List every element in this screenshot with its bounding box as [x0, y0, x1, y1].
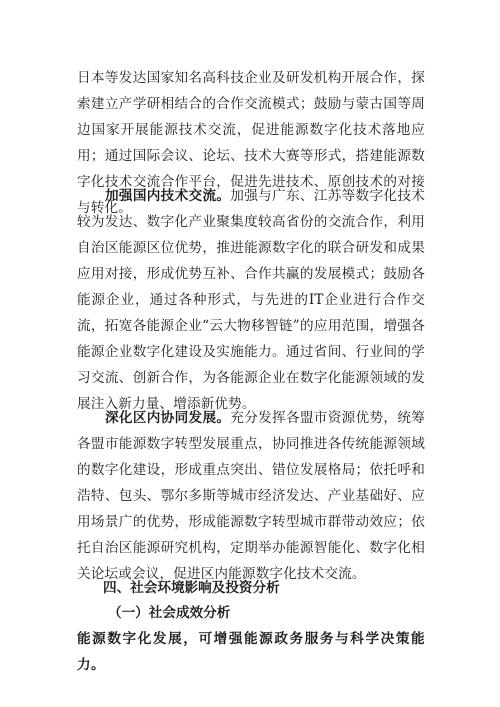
section-heading: 四、社会环境影响及投资分析	[103, 580, 280, 596]
paragraph-text: 加强与广东、江苏等数字化技术较为发达、数字化产业聚集度较高省份的交流合作，利用自治区能源区位优势，推进能源数字化的联合研发和成果应用对接，形成优势互补、合作共赢的发展模式；鼓励各能源企业，通过各种形式，与先进的IT企业进行合作交流，拓宽各能源企业“云大物移智链”的应用范围，增强各能源企业数字化建设及实施能力。通过省间、行业间的学习交流、创新合作，为各能源企业在数字化能源领域的发展注入新力量、增添新优势。	[77, 188, 425, 412]
paragraph-text: 充分发挥各盟市资源优势，统筹各盟市能源数字转型发展重点，协同推进各传统能源领域的数字化建设，形成重点突出、错位发展格局；依托呼和浩特、包头、鄂尔多斯等城市经济发达、产业基础好、应用场景广的优势，形成能源数字转型城市群带动效应；依托自治区能源研究机构，定期举办能源智能化、数字化相关论坛或会议，促进区内能源数字化技术交流。	[77, 410, 425, 582]
paragraph-lead-heading: 加强国内技术交流。	[105, 188, 231, 204]
body-paragraph	[77, 183, 425, 417]
paragraph-text: 能源数字化发展，可增强能源政务服务与科学决策能力。	[77, 631, 425, 673]
subsection-heading: （一）社会成效分析	[108, 605, 231, 621]
body-paragraph	[77, 405, 425, 587]
paragraph-text: 日本等发达国家知名高科技企业及研发机构开展合作，探索建立产学研相结合的合作交流模式；鼓励与蒙古国等周边国家开展能源技术交流，促进能源数字化技术落地应用；通过国际会议、论坛、技术大赛等形式，搭建能源数字化技术交流合作平台，促进先进技术、原创技术的对接与转化。	[77, 70, 425, 216]
body-paragraph	[77, 626, 425, 673]
paragraph-lead-heading: 深化区内协同发展。	[105, 410, 231, 426]
